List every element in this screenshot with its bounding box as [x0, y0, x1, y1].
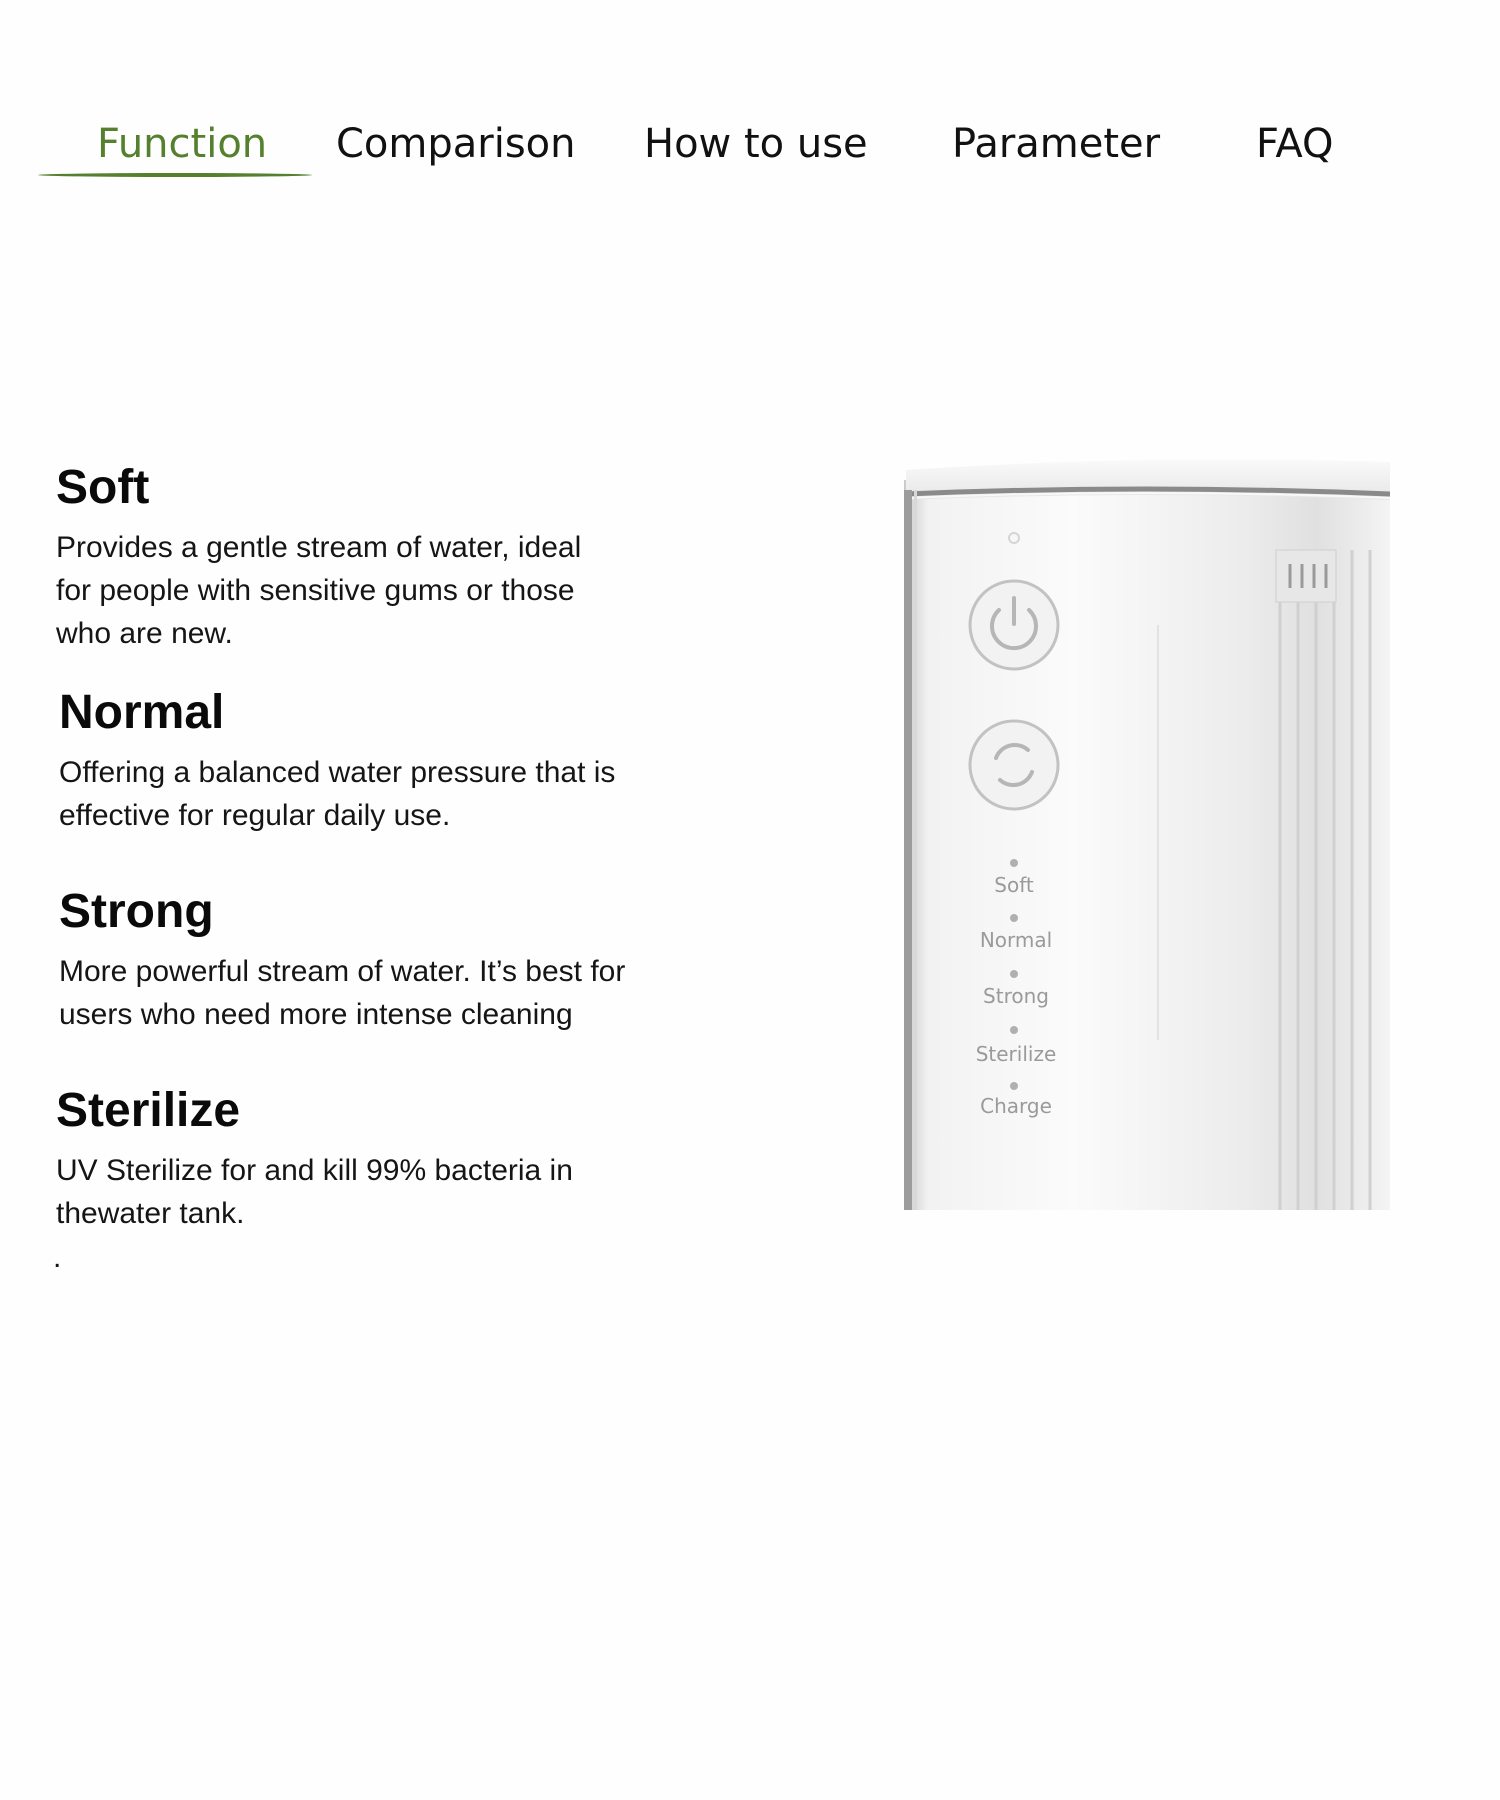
mode-title: Sterilize	[56, 1084, 241, 1137]
mode-normal	[59, 685, 649, 837]
mode-strong	[59, 884, 679, 1036]
mode-title: Soft	[56, 461, 150, 514]
tab-how-to-use[interactable]: How to use	[644, 121, 868, 167]
device-label-charge: Charge	[980, 1094, 1052, 1118]
device-label-sterilize: Sterilize	[975, 1042, 1057, 1066]
trailing-period: .	[53, 1241, 62, 1274]
mode-description: UV Sterilize for and kill 99% bacteria in thewater tank.	[56, 1154, 573, 1230]
mode-description: Offering a balanced water pressure that is effective for regular daily use.	[59, 756, 616, 832]
power-icon	[970, 581, 1058, 669]
mode-soft	[56, 460, 596, 655]
mode-description: Provides a gentle stream of water, ideal for people with sensitive gums or those who are new.	[56, 531, 582, 650]
active-tab-underline	[38, 173, 312, 177]
device-label-soft: Soft	[994, 873, 1034, 897]
device-label-strong: Strong	[983, 984, 1049, 1008]
mode-title: Normal	[59, 686, 225, 739]
water-flosser-product-image	[904, 460, 1390, 1210]
mode-title: Strong	[59, 885, 214, 938]
tab-faq[interactable]: FAQ	[1256, 121, 1334, 167]
tab-parameter[interactable]: Parameter	[952, 121, 1161, 167]
device-label-normal: Normal	[979, 928, 1053, 952]
mode-sterilize	[56, 1083, 596, 1235]
mode-cycle-icon	[970, 721, 1058, 809]
tab-function[interactable]: Function	[97, 121, 268, 167]
mode-description: More powerful stream of water. It’s best for users who need more intense cleaning	[59, 955, 626, 1031]
tab-comparison[interactable]: Comparison	[336, 121, 576, 167]
tab-bar	[0, 0, 1500, 200]
